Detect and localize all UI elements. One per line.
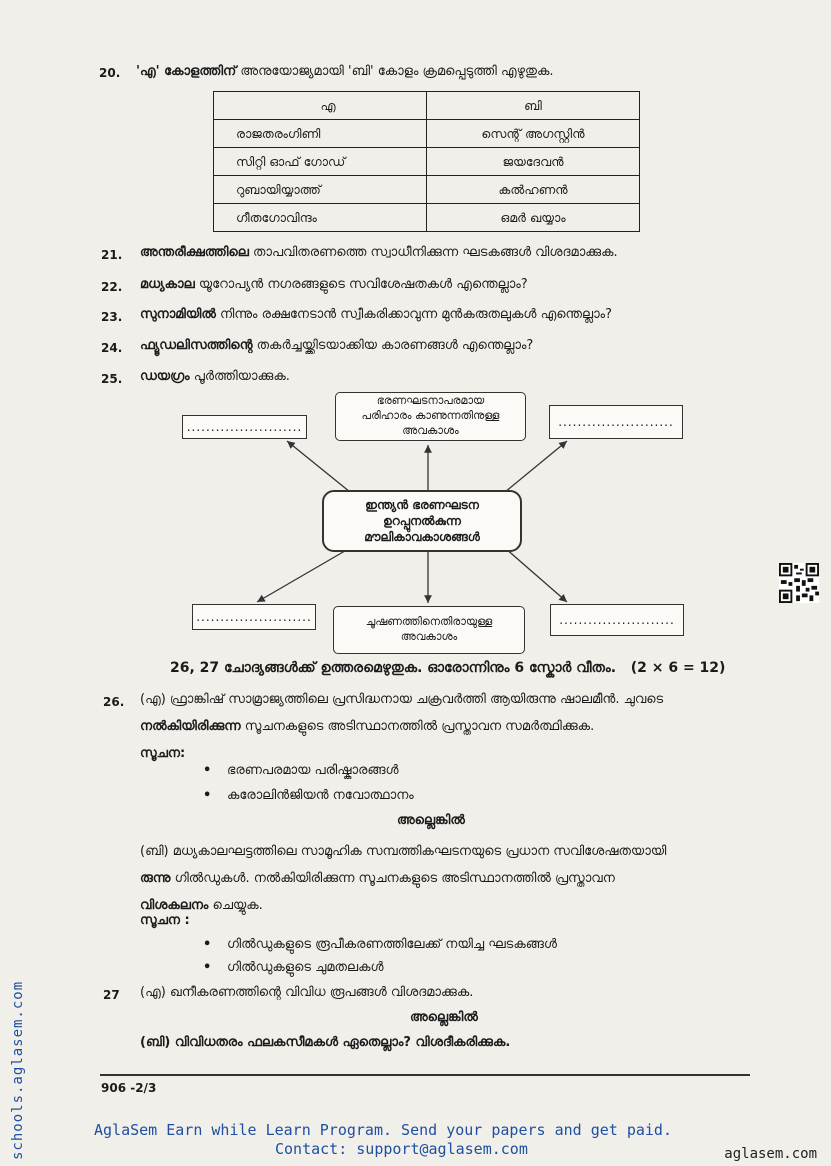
hint-item: [203, 960, 384, 975]
promo-line: AglaSem Earn while Learn Program. Send your papers and get paid.: [94, 1121, 672, 1139]
column-header: ബി: [427, 92, 640, 120]
arrow-line: [505, 441, 567, 492]
section-heading: [170, 660, 725, 676]
section-marks: (2 × 6 = 12): [630, 660, 726, 676]
question-number: 26.: [103, 695, 125, 709]
table-cell: റുബായിയ്യാത്ത്: [214, 176, 427, 204]
box-line: മൗലികാവകാശങ്ങൾ: [364, 530, 480, 545]
diagram-blank-box: [550, 604, 684, 636]
question-line: (എ) ഫ്രാങ്കിഷ് സാമ്രാജ്യത്തിലെ പ്രസിദ്ധനായ ചക്രവർത്തി ആയിരുന്നു ഷാലമീൻ. ചുവടെ: [140, 692, 664, 707]
blank-dots: ........................: [196, 609, 312, 624]
box-line: പരിഹാരം കാണുന്നതിനുള്ള: [361, 409, 500, 423]
question-rest-text: അനുയോജ്യമായി 'ബി' കോളം ക്രമപ്പെടുത്തി എഴുതുക.: [236, 64, 554, 79]
hint-label: സൂചന:: [140, 746, 186, 761]
footer-divider: [100, 1074, 750, 1076]
table-cell: ജയദേവൻ: [427, 148, 640, 176]
bullet-icon: •: [203, 763, 212, 778]
question-bold-text: അന്തരീക്ഷത്തിലെ: [140, 245, 249, 260]
question-line: (ബി) മധ്യകാലഘട്ടത്തിലെ സാമൂഹിക സമ്പത്തികഘടനയുടെ പ്രധാന സവിശേഷതയായി: [140, 844, 667, 859]
hint-item: [203, 763, 399, 778]
hint-label: സൂചന :: [140, 913, 190, 928]
brand-text: aglasem.com: [724, 1146, 817, 1162]
question-number: 21.: [101, 248, 123, 262]
question-bold-text: 'എ' കോളത്തിന്: [136, 64, 237, 79]
hint-item: [203, 937, 557, 952]
question-rest-text: നിന്നും രക്ഷനേടാൻ സ്വീകരിക്കാവുന്ന മുൻകരുതലുകൾ എന്തെല്ലാം?: [215, 307, 613, 322]
question-bold-text: ഡയഗ്രം: [140, 369, 190, 384]
question-line: [140, 892, 666, 919]
section-heading-text: 26, 27 ചോദ്യങ്ങൾക്ക് ഉത്തരമെഴുതുക. ഓരോന്നിനും 6 സ്കോർ വീതം.: [170, 660, 617, 676]
question-27a: (എ) ഖനീകരണത്തിന്റെ വിവിധ രൂപങ്ങൾ വിശദമാക്കുക.: [140, 985, 474, 1000]
question-26a: [140, 686, 663, 767]
table-cell: ഒമർ ഖയ്യാം: [427, 204, 640, 232]
question-bold-text: സുനാമിയിൽ: [140, 307, 216, 322]
blank-dots: ........................: [558, 414, 674, 429]
bullet-icon: •: [203, 788, 212, 803]
diagram-center-box: [322, 490, 522, 552]
box-line: അവകാശം: [400, 630, 458, 643]
diagram-box-bottom: [333, 606, 525, 654]
diagram-blank-box: [192, 604, 316, 630]
question-bold-text: മധ്യകാല: [140, 277, 195, 292]
box-line: ഉറപ്പുനൽകുന്ന: [383, 513, 461, 528]
question-number: 24.: [101, 341, 123, 355]
table-cell: സെന്റ് അഗസ്റ്റിൻ: [427, 120, 640, 148]
box-line: ചൂഷണത്തിനെതിരായുള്ള: [365, 615, 493, 629]
table-cell: രാജതരംഗിണി: [214, 120, 427, 148]
arrow-line: [257, 548, 350, 602]
hint-text: ഗിൽഡുകളുടെ രൂപീകരണത്തിലേക്ക് നയിച്ച ഘടകങ്ങൾ: [227, 937, 557, 952]
side-watermark-url: schools.aglasem.com: [10, 980, 26, 1160]
bullet-icon: •: [203, 960, 212, 975]
question-number: 27: [103, 988, 120, 1002]
hint-text: ഭരണപരമായ പരിഷ്കാരങ്ങൾ: [227, 763, 399, 778]
box-line: അവകാശം: [402, 423, 459, 437]
hint-text: കരോലിൻജിയൻ നവോത്ഥാനം: [227, 788, 414, 803]
question-bold-text: ഫ്യൂഡലിസത്തിന്റെ: [140, 338, 253, 353]
qr-code-icon: [778, 563, 820, 603]
hint-item: [203, 788, 414, 803]
arrow-line: [505, 548, 567, 602]
or-label: അല്ലെങ്കിൽ: [410, 1010, 478, 1025]
question-rest-text: ചെയ്യുക.: [208, 898, 263, 913]
question-number: 23.: [101, 310, 123, 324]
question-line: [140, 713, 663, 740]
hint-text: ഗിൽഡുകളുടെ ചുമതലകൾ: [227, 960, 384, 975]
question-bold-text: വിശകലനം: [140, 898, 209, 913]
table-cell: കൽഹണൻ: [427, 176, 640, 204]
question-bold-text: നൽകിയിരിക്കുന്ന: [140, 719, 241, 734]
diagram-blank-box: [549, 405, 683, 439]
question-number: 22.: [101, 280, 123, 294]
diagram-box-top: [335, 392, 526, 441]
box-line: ഭരണഘടനാപരമായ: [376, 394, 485, 408]
question-number: 20.: [99, 66, 121, 80]
blank-dots: ........................: [559, 612, 675, 627]
paper-code: 906 -2/3: [101, 1081, 157, 1095]
question-rest-text: താപവിതരണത്തെ സ്വാധീനിക്കുന്ന ഘടകങ്ങൾ വിശദമാക്കുക.: [248, 245, 618, 260]
arrow-line: [287, 441, 350, 492]
column-header: എ: [214, 92, 427, 120]
question-26b: [140, 838, 666, 919]
question-rest-text: യൂറോപ്യൻ നഗരങ്ങളുടെ സവിശേഷതകൾ എന്തെല്ലാം?: [194, 277, 528, 292]
promo-contact[interactable]: Contact: support@aglasem.com: [275, 1140, 528, 1158]
or-label: അല്ലെങ്കിൽ: [397, 813, 465, 828]
diagram-blank-box: [182, 415, 307, 439]
question-rest-text: സൂചനകളുടെ അടിസ്ഥാനത്തിൽ പ്രസ്താവന സമർത്ഥിക്കുക.: [240, 719, 595, 734]
question-rest-text: പൂർത്തിയാക്കുക.: [189, 369, 290, 384]
question-line: [140, 865, 666, 892]
question-bold-text: രുന്നു: [140, 871, 171, 886]
blank-dots: ........................: [186, 419, 303, 434]
question-rest-text: തകർച്ചയ്ക്കിടയാക്കിയ കാരണങ്ങൾ എന്തെല്ലാം?: [252, 338, 534, 353]
table-cell: ഗീതഗോവിന്ദം: [214, 204, 427, 232]
question-27b: (ബി) വിവിധതരം ഫലകസീമകൾ ഏതെല്ലാം? വിശദീകരിക്കുക.: [140, 1035, 511, 1050]
bullet-icon: •: [203, 937, 212, 952]
question-rest-text: ഗിൽഡുകൾ. നൽകിയിരിക്കുന്ന സൂചനകളുടെ അടിസ്ഥാനത്തിൽ പ്രസ്താവന: [170, 871, 615, 886]
question-number: 25.: [101, 372, 123, 386]
table-cell: സിറ്റി ഓഫ് ഗോഡ്: [214, 148, 427, 176]
box-line: ഇന്ത്യൻ ഭരണഘടന: [365, 497, 479, 512]
